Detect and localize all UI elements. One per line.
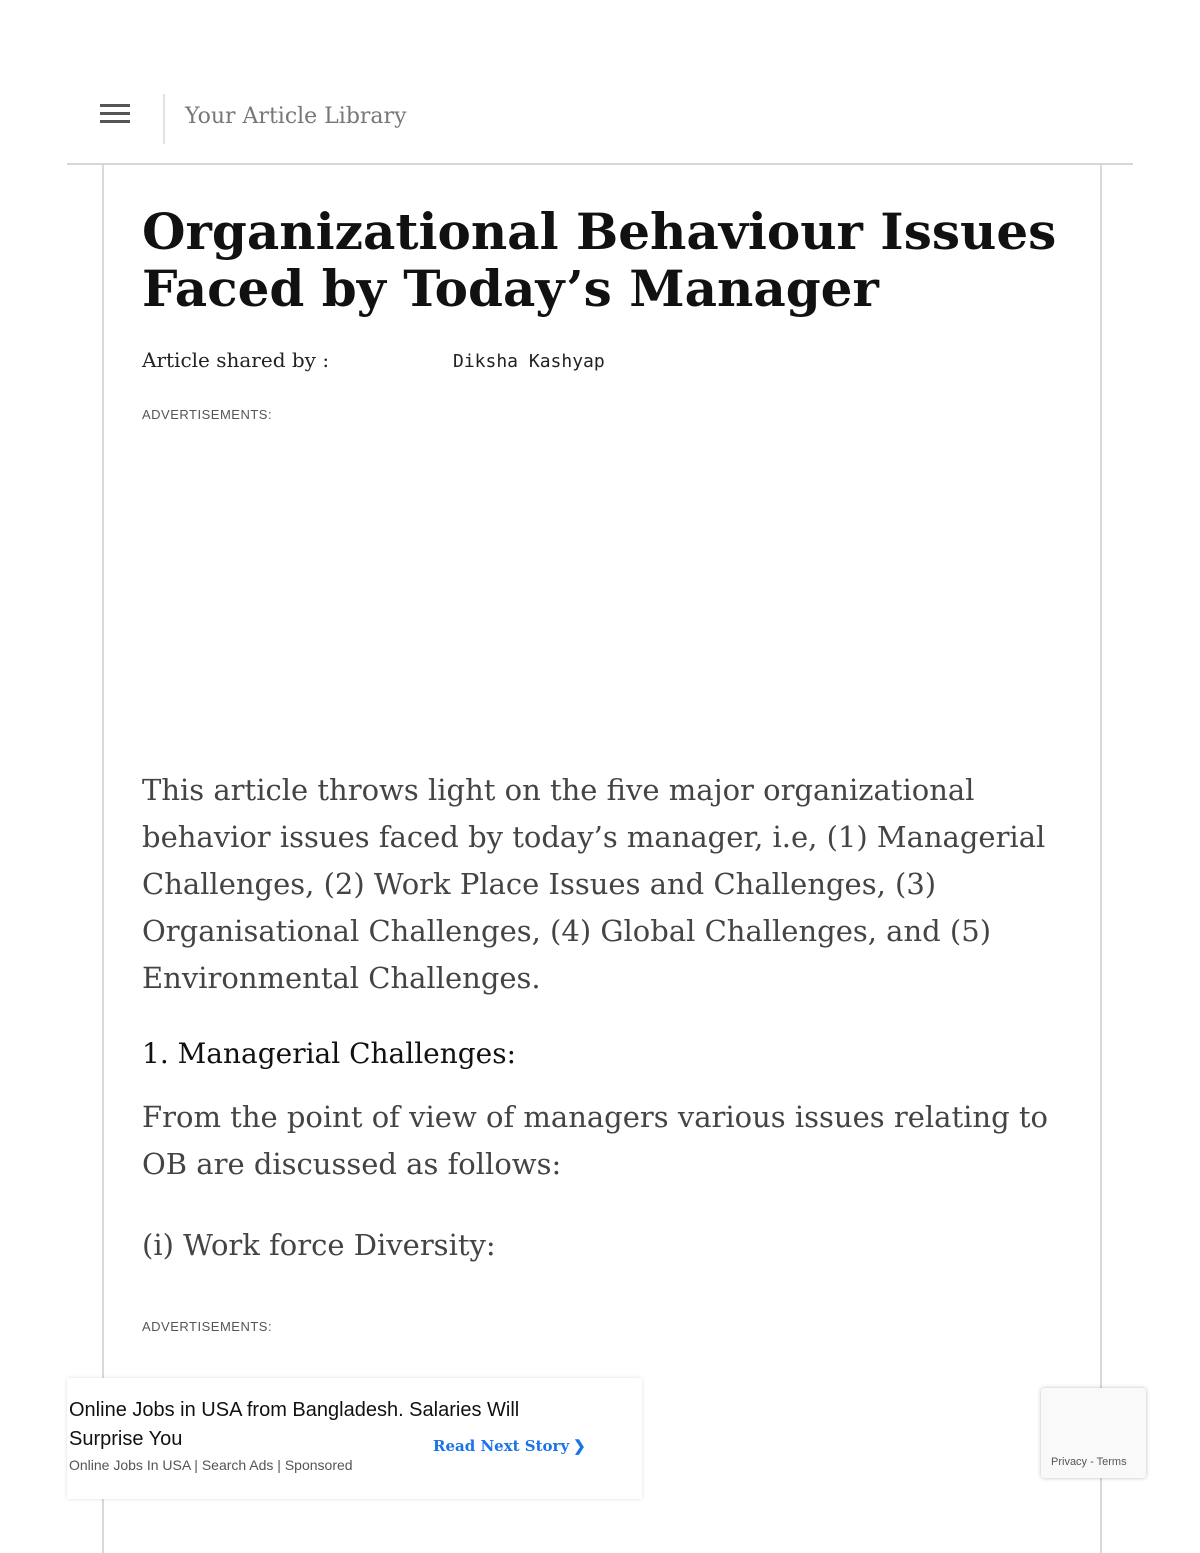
advertisement-slot [142, 427, 1062, 747]
article-card [102, 165, 1102, 1553]
subsection-heading: (i) Work force Diversity: [142, 1228, 496, 1262]
article-title: Organizational Behaviour Issues Faced by Today’s Manager [142, 202, 1057, 318]
recaptcha-links[interactable]: Privacy - Terms [1051, 1456, 1127, 1468]
site-title-link[interactable]: Your Article Library [185, 104, 407, 129]
hamburger-menu-icon[interactable] [100, 104, 130, 130]
sticky-ad-banner[interactable] [67, 1378, 642, 1499]
ad-meta: Online Jobs In USA | Search Ads | Sponsored [69, 1457, 353, 1473]
chevron-right-icon: ❯ [573, 1437, 586, 1455]
byline-label: Article shared by : [142, 348, 330, 372]
top-bar [67, 0, 1133, 165]
advertisement-label: ADVERTISEMENTS: [142, 407, 273, 422]
intro-paragraph: This article throws light on the five major organizational behavior issues faced by today’s manager, i.e, (1) Managerial Challenges, (2) Work Place Issues and Challenges, (3) Organisational Challenges, (4) Global Challenges, and (5) Environmental Challenges. [142, 773, 1046, 995]
read-next-label: Read Next Story [433, 1437, 570, 1455]
header-divider [163, 94, 165, 144]
section-paragraph: From the point of view of managers various issues relating to OB are discussed as follows: [142, 1100, 1048, 1181]
read-next-story-link[interactable] [433, 1437, 586, 1455]
advertisement-label: ADVERTISEMENTS: [142, 1319, 273, 1334]
byline [142, 348, 1062, 378]
section-heading: 1. Managerial Challenges: [142, 1037, 517, 1070]
author-link[interactable]: Diksha Kashyap [453, 351, 605, 372]
ad-headline[interactable]: Online Jobs in USA from Bangladesh. Salaries Will Surprise You [69, 1399, 520, 1450]
recaptcha-badge[interactable] [1041, 1388, 1146, 1478]
